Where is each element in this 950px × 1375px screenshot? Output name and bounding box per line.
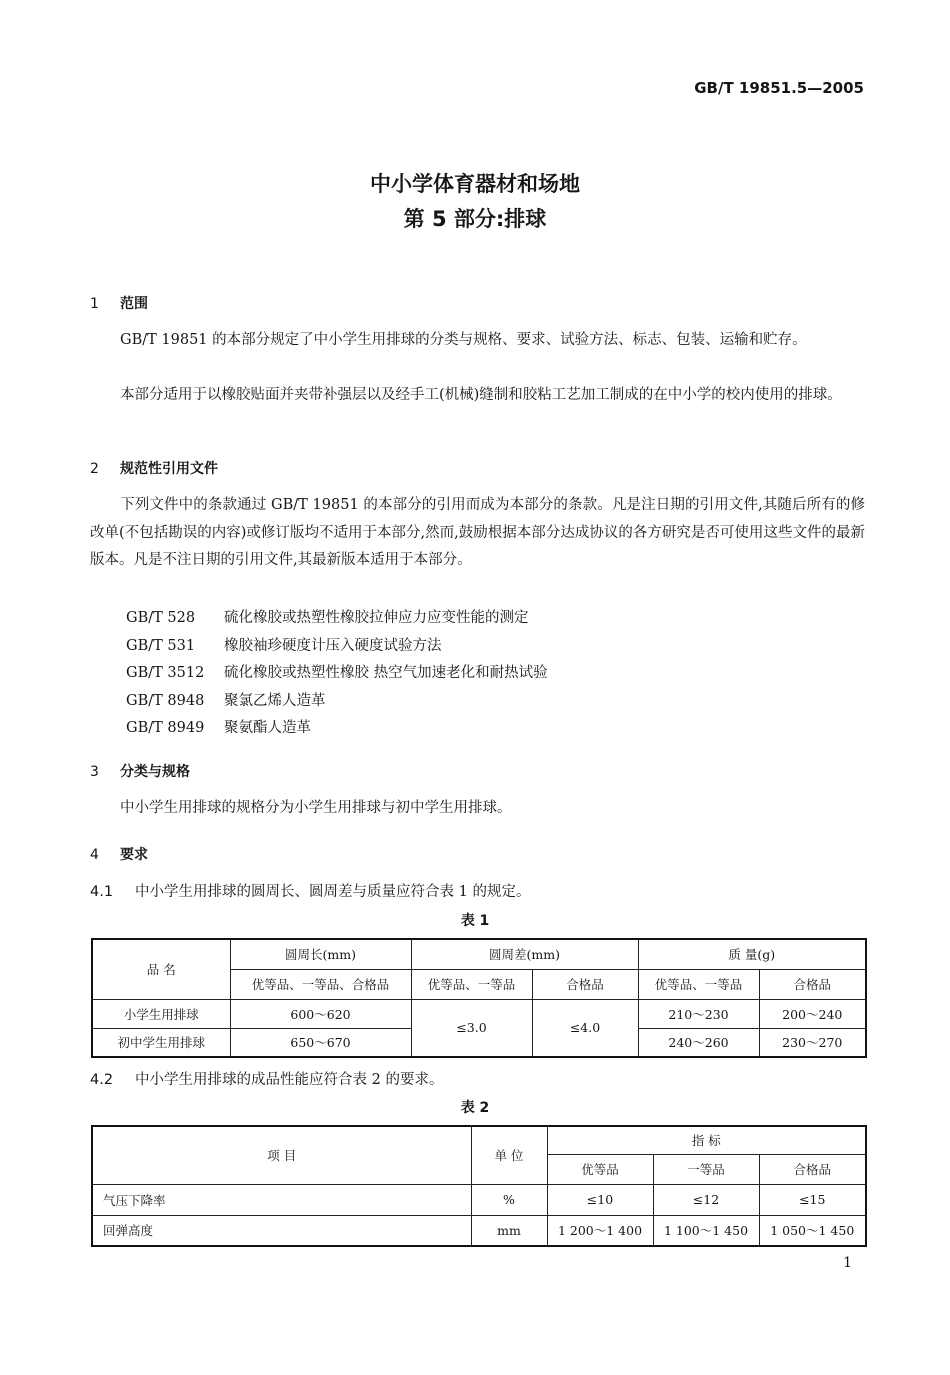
section-number: 4 <box>90 847 99 863</box>
table-cell: 230～270 <box>759 1028 866 1057</box>
table-header-cell: 圆周长(mm) <box>230 939 411 969</box>
table-cell: 200～240 <box>759 999 866 1028</box>
section-4-heading <box>90 844 148 864</box>
reference-code: GB/T 528 <box>126 610 196 626</box>
reference-item <box>126 634 442 655</box>
paragraph-text: 中小学生用排球的规格分为小学生用排球与初中学生用排球。 <box>120 800 512 816</box>
table-header-cell: 优等品、一等品 <box>411 969 532 999</box>
reference-item <box>126 716 311 737</box>
table-header-cell: 质 量(g) <box>638 939 866 969</box>
table-header-cell: 合格品 <box>532 969 638 999</box>
table-cell: 650～670 <box>230 1028 411 1057</box>
clause-4-2 <box>90 1068 443 1089</box>
table-cell: ≤3.0 <box>411 999 532 1057</box>
section-1-paragraph-2 <box>90 382 865 410</box>
table-cell: % <box>471 1184 547 1215</box>
reference-title: 聚氨酯人造革 <box>224 720 311 736</box>
reference-code: GB/T 8949 <box>126 720 205 736</box>
table-cell: 1 050～1 450 <box>759 1215 866 1246</box>
reference-title: 聚氯乙烯人造革 <box>224 693 326 709</box>
reference-title: 硫化橡胶或热塑性橡胶拉伸应力应变性能的测定 <box>224 610 529 626</box>
section-number: 3 <box>90 764 99 780</box>
reference-item <box>126 661 548 682</box>
table-cell: ≤10 <box>547 1184 653 1215</box>
clause-text: 中小学生用排球的成品性能应符合表 2 的要求。 <box>135 1072 444 1088</box>
section-2-paragraph-1 <box>90 492 865 575</box>
paragraph-text: 下列文件中的条款通过 GB/T 19851 的本部分的引用而成为本部分的条款。凡是注日期的引用文件,其随后所有的修改单(不包括勘误的内容)或修订版均不适用于本部分,然而,鼓励根据本部分达成协议的各方研究是否可使用这些文件的最新版本。凡是不注日期的引用文件,其最新版本适用于本部分。 <box>90 497 865 568</box>
table-2 <box>91 1125 867 1247</box>
table-header-cell: 优等品、一等品、合格品 <box>230 969 411 999</box>
table-cell: ≤12 <box>653 1184 759 1215</box>
reference-code: GB/T 8948 <box>126 693 205 709</box>
paragraph-text: GB/T 19851 的本部分规定了中小学生用排球的分类与规格、要求、试验方法、标志、包装、运输和贮存。 <box>120 332 807 348</box>
table-cell: 小学生用排球 <box>92 999 230 1028</box>
page-number: 1 <box>843 1255 852 1271</box>
table-cell: ≤15 <box>759 1184 866 1215</box>
table-row <box>92 999 866 1028</box>
table-cell: 600～620 <box>230 999 411 1028</box>
reference-item <box>126 689 326 710</box>
table-header-cell: 单 位 <box>471 1126 547 1184</box>
table-header-cell: 优等品 <box>547 1154 653 1184</box>
table-1-caption: 表 1 <box>460 913 490 929</box>
section-1-paragraph-1 <box>90 327 865 355</box>
section-number: 2 <box>90 461 99 477</box>
section-3-paragraph-1 <box>90 795 865 823</box>
reference-item <box>126 606 529 627</box>
clause-number: 4.2 <box>90 1072 114 1088</box>
table-1 <box>91 938 867 1058</box>
reference-code: GB/T 531 <box>126 638 196 654</box>
clause-4-1 <box>90 880 530 901</box>
section-2-heading <box>90 458 218 478</box>
table-header-cell: 优等品、一等品 <box>638 969 759 999</box>
table-cell: 1 100～1 450 <box>653 1215 759 1246</box>
clause-number: 4.1 <box>90 884 114 900</box>
reference-title: 硫化橡胶或热塑性橡胶 热空气加速老化和耐热试验 <box>224 665 548 681</box>
document-title: 中小学体育器材和场地 <box>370 172 580 196</box>
section-3-heading <box>90 761 190 781</box>
section-title: 范围 <box>120 296 148 312</box>
section-title: 要求 <box>120 847 148 863</box>
table-cell: 240～260 <box>638 1028 759 1057</box>
table-row <box>92 1184 866 1215</box>
section-number: 1 <box>90 296 99 312</box>
table-cell: 1 200～1 400 <box>547 1215 653 1246</box>
table-header-cell: 一等品 <box>653 1154 759 1184</box>
reference-code: GB/T 3512 <box>126 665 205 681</box>
table-cell: mm <box>471 1215 547 1246</box>
table-2-caption: 表 2 <box>460 1100 490 1116</box>
table-header-cell: 合格品 <box>759 1154 866 1184</box>
section-title: 分类与规格 <box>120 764 190 780</box>
paragraph-text: 本部分适用于以橡胶贴面并夹带补强层以及经手工(机械)缝制和胶粘工艺加工制成的在中小学的校内使用的排球。 <box>120 387 842 403</box>
table-cell: 回弹高度 <box>92 1215 471 1246</box>
table-header-cell: 圆周差(mm) <box>411 939 638 969</box>
table-header-cell: 指 标 <box>547 1126 866 1154</box>
table-cell: 210～230 <box>638 999 759 1028</box>
table-cell: 初中学生用排球 <box>92 1028 230 1057</box>
table-header-cell: 品 名 <box>92 939 230 999</box>
table-cell: ≤4.0 <box>532 999 638 1057</box>
reference-title: 橡胶袖珍硬度计压入硬度试验方法 <box>224 638 442 654</box>
section-1-heading <box>90 293 148 313</box>
standard-code: GB/T 19851.5—2005 <box>694 79 864 97</box>
clause-text: 中小学生用排球的圆周长、圆周差与质量应符合表 1 的规定。 <box>135 884 531 900</box>
table-row <box>92 1215 866 1246</box>
table-header-cell: 合格品 <box>759 969 866 999</box>
table-header-cell: 项 目 <box>92 1126 471 1184</box>
section-title: 规范性引用文件 <box>120 461 218 477</box>
document-subtitle: 第 5 部分:排球 <box>403 207 547 231</box>
table-cell: 气压下降率 <box>92 1184 471 1215</box>
